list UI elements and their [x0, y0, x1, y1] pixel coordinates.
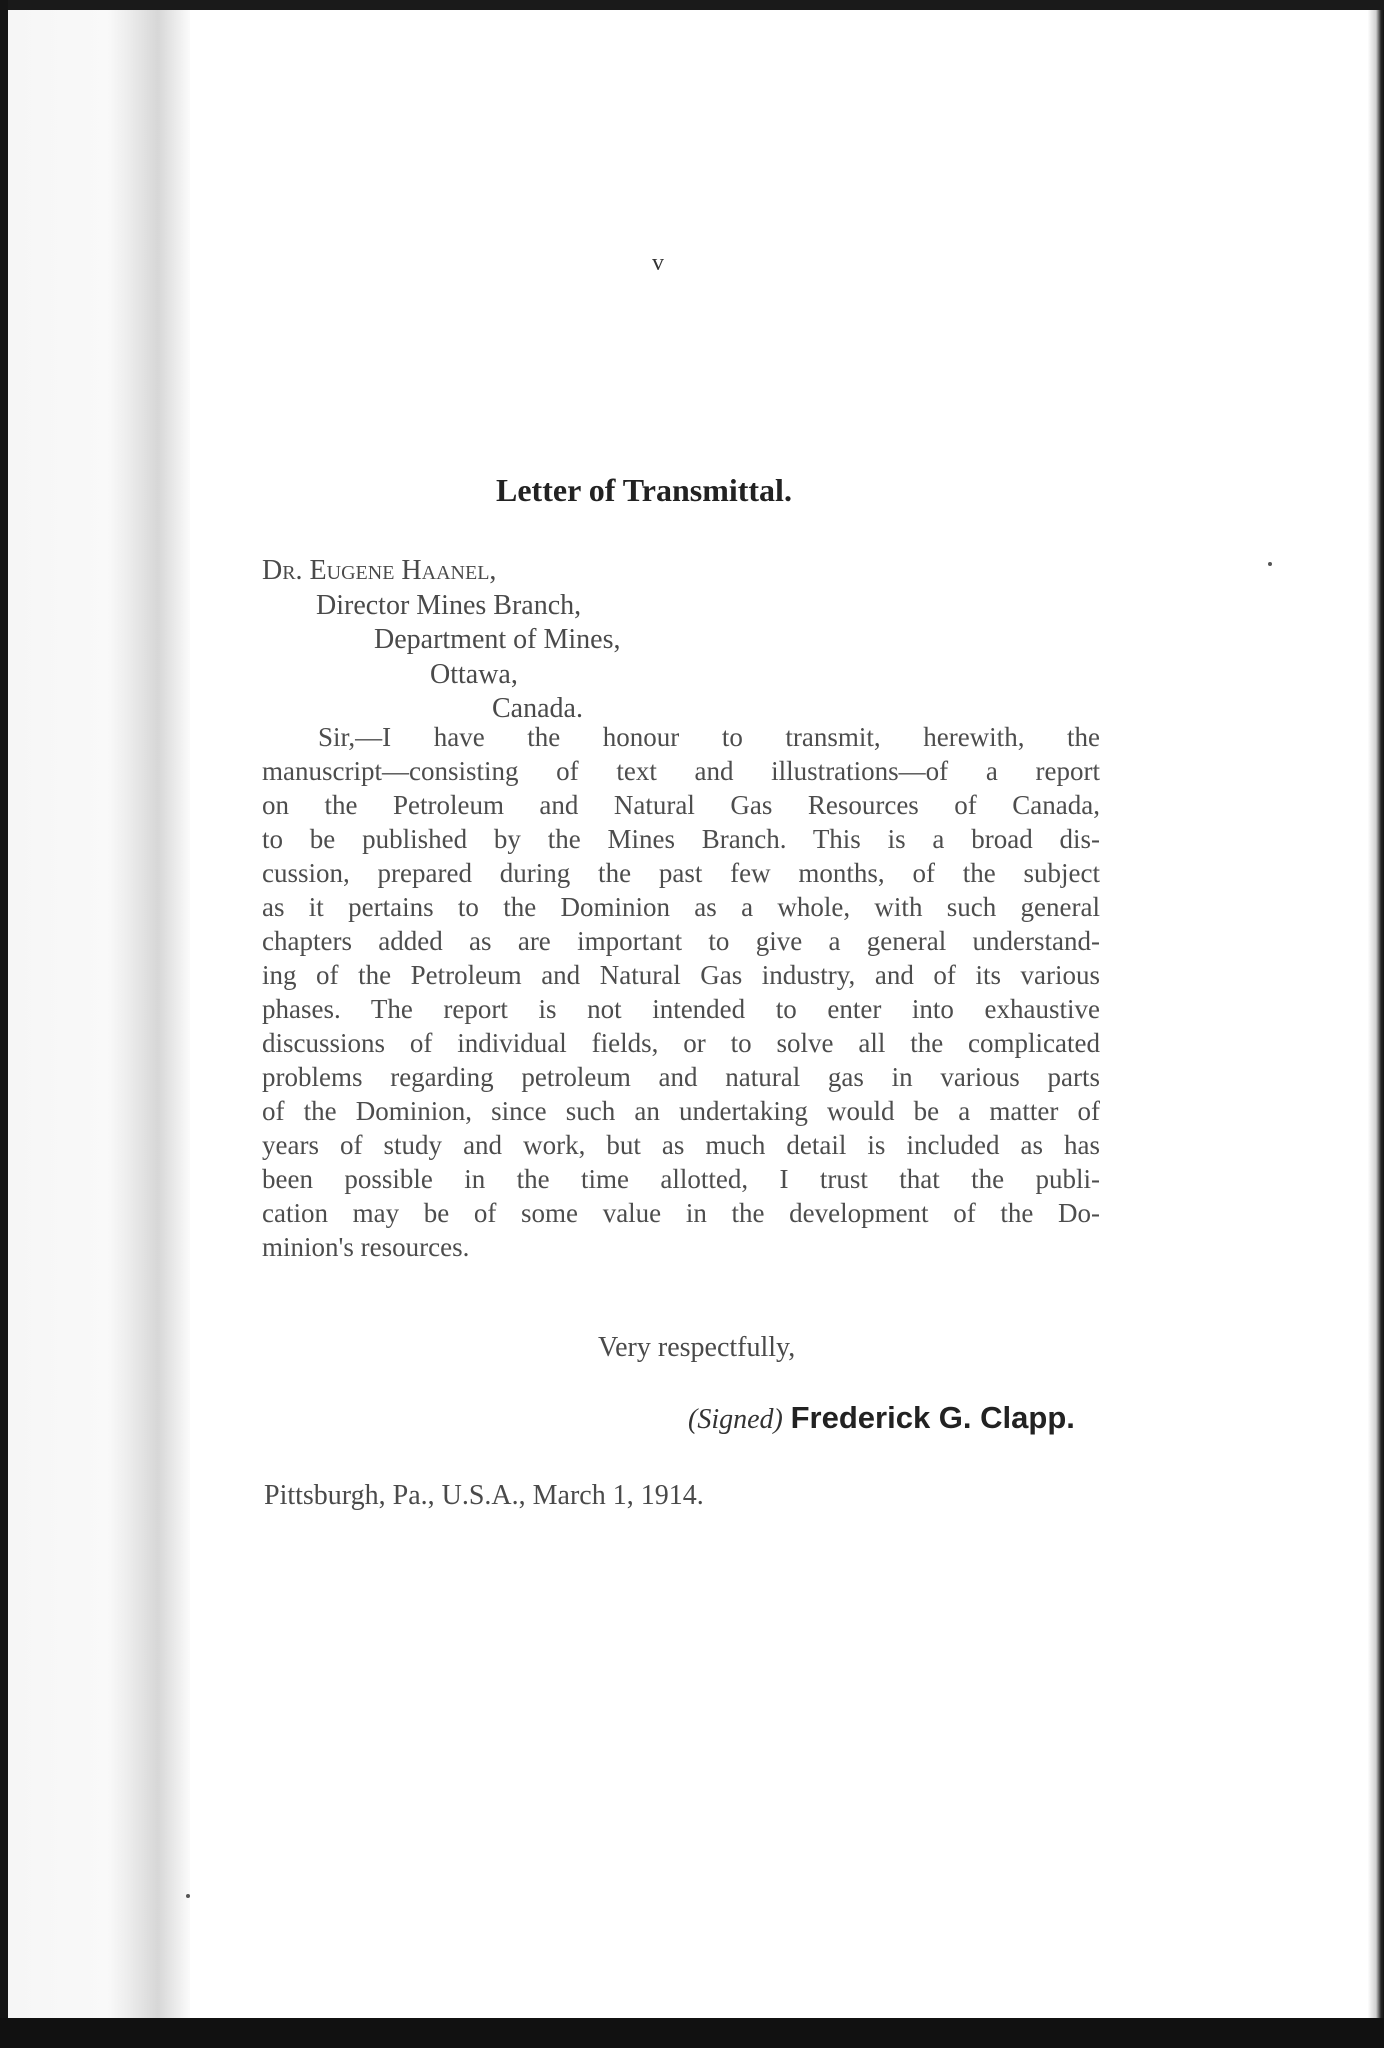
letter-line: discussions of individual fields, or to solve all the complicated: [262, 1028, 1100, 1058]
address-line-2: Department of Mines,: [374, 624, 621, 655]
letter-line: cussion, prepared during the past few months, of the subject: [262, 858, 1100, 888]
scan-border-bottom: [0, 2018, 1384, 2048]
signatory-name: Frederick G. Clapp.: [790, 1400, 1075, 1435]
letter-line: cation may be of some value in the development of the Do-: [262, 1198, 1100, 1228]
letter-body: [262, 720, 1100, 1264]
letter-line: ing of the Petroleum and Natural Gas industry, and of its various: [262, 960, 1100, 990]
closing-salutation: Very respectfully,: [598, 1332, 796, 1363]
page-number: v: [652, 250, 664, 276]
letter-line: of the Dominion, since such an undertaking would be a matter of: [262, 1096, 1100, 1126]
signed-label: (Signed): [688, 1404, 783, 1435]
scan-speck: [186, 1894, 190, 1898]
letter-line: Sir,—I have the honour to transmit, herewith, the: [318, 722, 1100, 752]
letter-line: manuscript—consisting of text and illustrations—of a report: [262, 756, 1100, 786]
letter-line: on the Petroleum and Natural Gas Resources of Canada,: [262, 790, 1100, 820]
scan-border-top: [0, 0, 1384, 10]
letter-line: chapters added as are important to give a general understand-: [262, 926, 1100, 956]
place-and-date: Pittsburgh, Pa., U.S.A., March 1, 1914.: [264, 1480, 704, 1511]
page-edge-right: [1368, 10, 1384, 2018]
address-line-3: Ottawa,: [430, 659, 518, 690]
letter-line: minion's resources.: [262, 1232, 470, 1262]
scan-speck: [1268, 562, 1272, 566]
letter-line: to be published by the Mines Branch. This is a broad dis-: [262, 824, 1100, 854]
letter-line: problems regarding petroleum and natural gas in various parts: [262, 1062, 1100, 1092]
signature-block: [688, 1400, 1075, 1436]
binding-shadow: [8, 10, 190, 2018]
address-line-1: Director Mines Branch,: [316, 590, 582, 621]
address-line-4: Canada.: [492, 693, 583, 724]
letter-line: phases. The report is not intended to enter into exhaustive: [262, 994, 1100, 1024]
address-recipient-name: Dr. Eugene Haanel,: [262, 555, 497, 586]
letter-line: been possible in the time allotted, I trust that the publi-: [262, 1164, 1100, 1194]
letter-line: years of study and work, but as much detail is included as has: [262, 1130, 1100, 1160]
page-title: Letter of Transmittal.: [496, 472, 792, 508]
letter-line: as it pertains to the Dominion as a whole, with such general: [262, 892, 1100, 922]
scan-border-left: [0, 0, 8, 2048]
